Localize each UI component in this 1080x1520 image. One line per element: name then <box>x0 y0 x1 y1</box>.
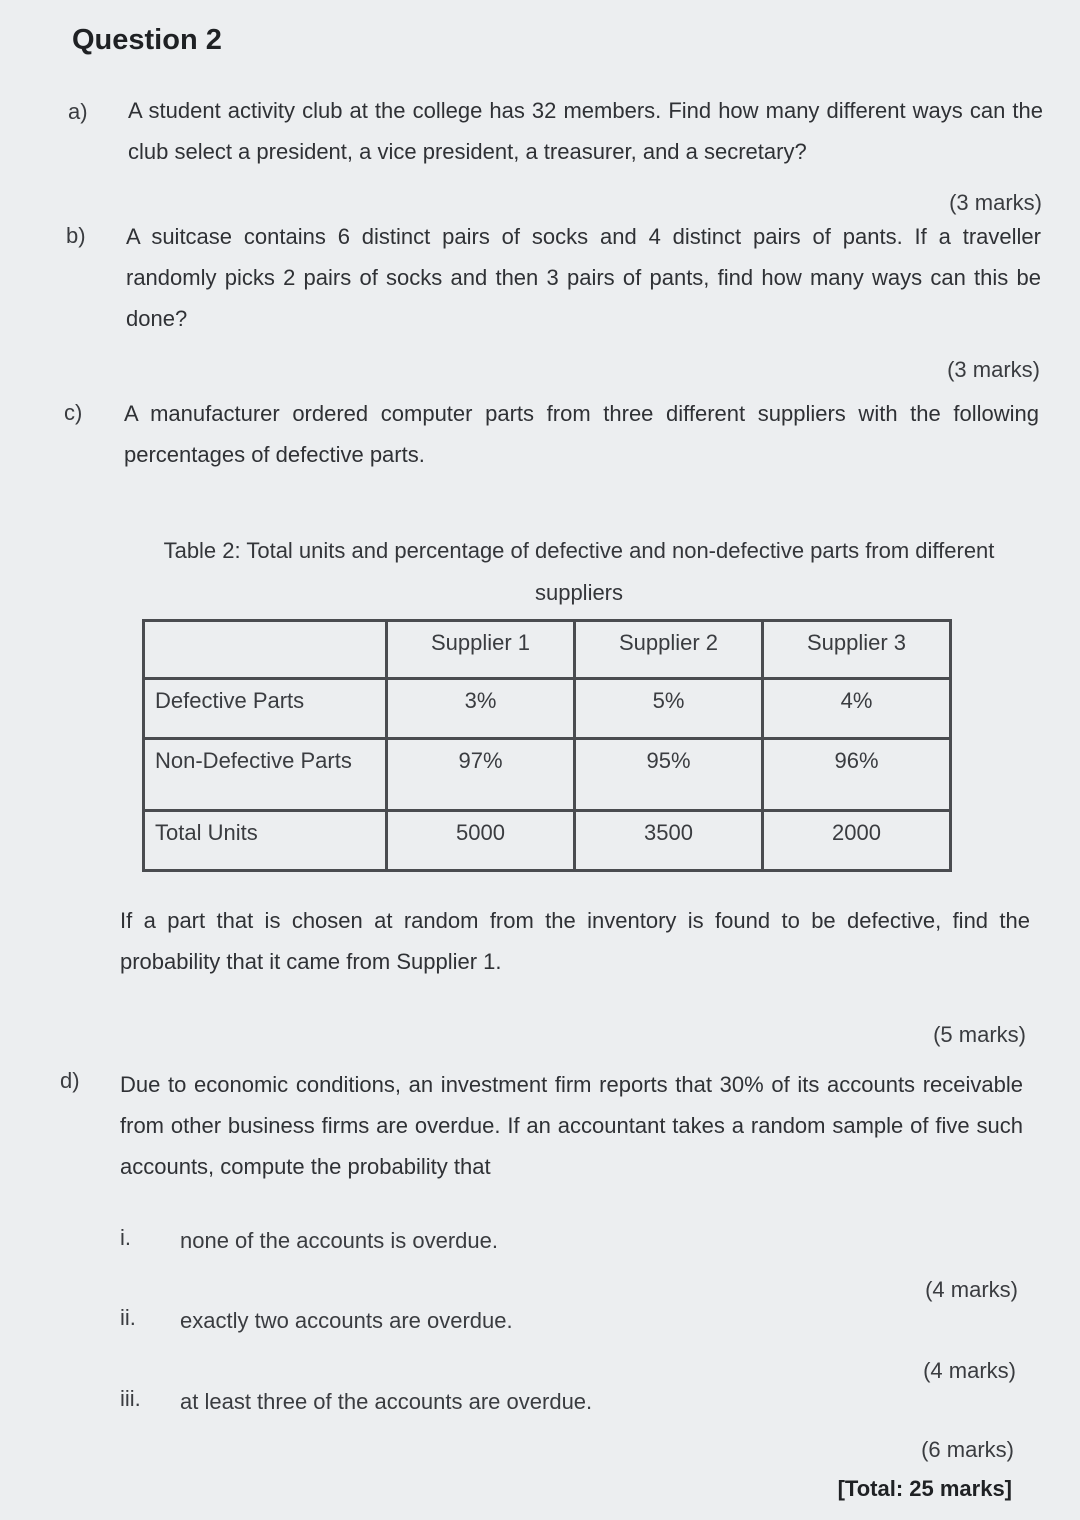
table-cell: 97% <box>387 739 575 811</box>
table-cell: 4% <box>763 679 951 739</box>
subpart-ii-text: exactly two accounts are overdue. <box>180 1308 513 1333</box>
table-cell: 5000 <box>387 811 575 871</box>
subpart-i-marks: (4 marks) <box>925 1277 1018 1302</box>
supplier-table <box>142 619 952 872</box>
subpart-iii-marks: (6 marks) <box>921 1437 1014 1462</box>
table-header-cell <box>144 621 387 679</box>
table-header-cell: Supplier 3 <box>763 621 951 679</box>
part-b-text: A suitcase contains 6 distinct pairs of socks and 4 distinct pairs of pants. If a traveller randomly picks 2 pairs of socks and then 3 pairs of pants, find how many ways can this be done? <box>126 224 1041 331</box>
table-row <box>144 739 951 811</box>
table-row-label: Total Units <box>144 811 387 871</box>
total-marks: [Total: 25 marks] <box>837 1476 1012 1501</box>
part-c-text: A manufacturer ordered computer parts from three different suppliers with the following percentages of defective parts. <box>124 401 1039 467</box>
subpart-iii-label: iii. <box>120 1386 141 1411</box>
table-cell: 3500 <box>575 811 763 871</box>
table-cell: 95% <box>575 739 763 811</box>
table-caption: Table 2: Total units and percentage of defective and non-defective parts from different suppliers <box>163 538 995 605</box>
table-row-label: Non-Defective Parts <box>144 739 387 811</box>
table-row <box>144 811 951 871</box>
part-b-label: b) <box>66 223 86 248</box>
part-a-marks: (3 marks) <box>949 190 1042 215</box>
part-c-question: If a part that is chosen at random from the inventory is found to be defective, find the probability that it came from Supplier 1. <box>120 908 1030 974</box>
part-a-label: a) <box>68 99 88 124</box>
part-a-text: A student activity club at the college has 32 members. Find how many different ways can the club select a president, a vice president, a treasurer, and a secretary? <box>128 98 1043 164</box>
table-header-cell: Supplier 1 <box>387 621 575 679</box>
part-b-marks: (3 marks) <box>947 357 1040 382</box>
table-header-cell: Supplier 2 <box>575 621 763 679</box>
subpart-ii-marks: (4 marks) <box>923 1358 1016 1383</box>
table-row-label: Defective Parts <box>144 679 387 739</box>
part-d-label: d) <box>60 1068 80 1093</box>
table-row <box>144 679 951 739</box>
table-header-row <box>144 621 951 679</box>
question-heading: Question 2 <box>72 24 222 56</box>
subpart-i-label: i. <box>120 1225 131 1250</box>
subpart-iii-text: at least three of the accounts are overdue. <box>180 1389 593 1414</box>
part-d-text: Due to economic conditions, an investment firm reports that 30% of its accounts receivable from other business firms are overdue. If an accountant takes a random sample of five such accounts, compute the probability that <box>120 1072 1023 1179</box>
part-c-marks: (5 marks) <box>933 1022 1026 1047</box>
part-c-label: c) <box>64 400 83 425</box>
table-cell: 2000 <box>763 811 951 871</box>
table-cell: 3% <box>387 679 575 739</box>
table-cell: 5% <box>575 679 763 739</box>
subpart-i-text: none of the accounts is overdue. <box>180 1228 498 1253</box>
table-cell: 96% <box>763 739 951 811</box>
subpart-ii-label: ii. <box>120 1305 136 1330</box>
